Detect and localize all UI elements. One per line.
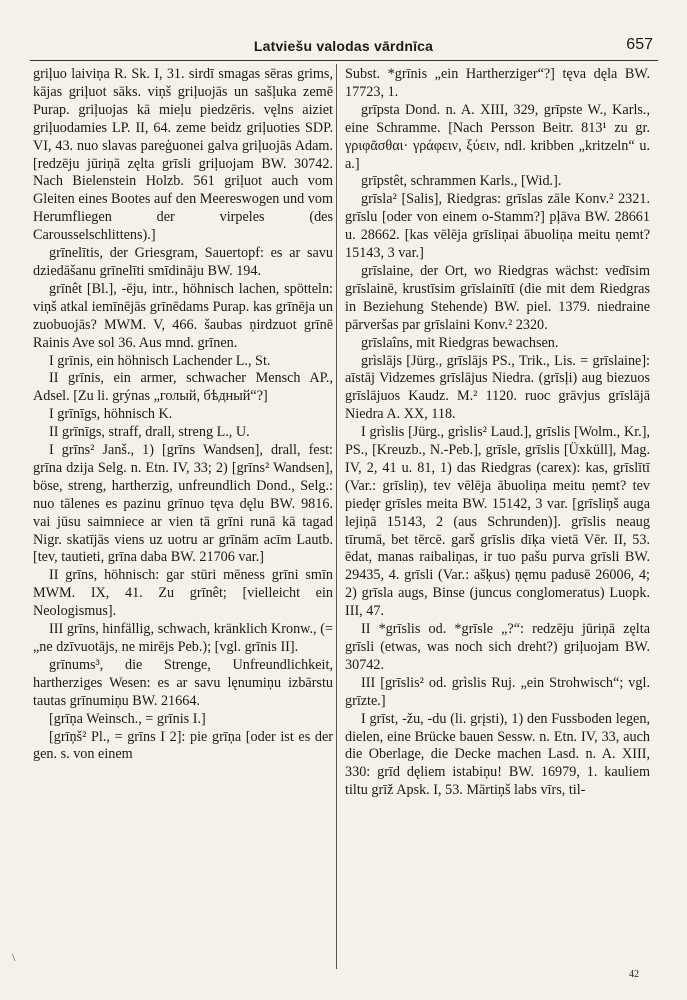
entry-paragraph: I grīnis, ein höhnisch Lachender L., St. [49, 352, 271, 369]
entry-paragraph: grīslaine, der Ort, wo Riedgras wächst: vedīsim grīslainē, krustīsim grīslainītī (die mit dem Riedgras in Beziehung Stehende) BW. piel. 1379. niedraine pārveršas par grīslaini Konv.² 2320. [345, 262, 650, 333]
entry-paragraph: grīsla² [Salis], Riedgras: grīslas zāle Konv.² 2321. grīslu [oder von einem o-Stamm?] pļāva BW. 28661 u. 28662. [kas vēlēja grīsliņai ābuoliņa meitu ņemt? 15143, 3 var.] [345, 191, 650, 262]
signature-number: 42 [629, 969, 639, 980]
entry-paragraph: grīnêt [Bl.], -ēju, intr., höhnisch lachen, spötteln: viņš atkal iemīnējās grīnēdams Purap. kas grīnēja un zuobuojās? MWM. V, 466. šaubas ņirdzuot grīnē Rainis Ave sol 36. Aus mnd. grīnen. [33, 280, 333, 351]
entry-paragraph: II grīns, höhnisch: gar stūri mēness grīni smīn MWM. IX, 41. Zu grīnêt; [vielleicht ein Neologismus]. [33, 567, 333, 620]
entry-paragraph: grīnelītis, der Griesgram, Sauertopf: es ar savu dziedāšanu grīnelīti smīdināju BW. 194. [33, 245, 333, 279]
entry-paragraph: [grīņa Weinsch., = grīnis I.] [49, 710, 206, 727]
page-number: 657 [626, 36, 653, 53]
entry-paragraph: grìslājs [Jürg., grīslājs PS., Trik., Lis. = grīslaine]: aīstāj Vidzemes grīslājus Niedra. (grīsļi) aug biezuos grīslājuos Kaudz. M.² 1120. ruoc grāvjus grīslājā Niedra A. XX, 118. [345, 352, 650, 423]
entry-paragraph: II *grīslis od. *grīsle „?“: redzēju jūriņā zęlta grīsli (etwas, was noch sich dreht?) griļuojam BW. 30742. [345, 621, 650, 673]
entry-paragraph: Subst. *grīnis „ein Hartherziger“?] tęva dęla BW. 17723, 1. [345, 66, 650, 100]
entry-paragraph: grīslaîns, mit Riedgras bewachsen. [361, 334, 559, 351]
entry-paragraph: [grīņš² Pl., = grīns I 2]: pie grīņa [oder ist es der gen. s. von einem [33, 728, 333, 763]
entry-paragraph: II grīnīgs, straff, drall, streng L., U. [49, 424, 250, 441]
page-running-title: Latviešu valodas vārdnīca [253, 38, 434, 54]
entry-paragraph: grīpstêt, schrammen Karls., [Wid.]. [361, 173, 562, 190]
entry-paragraph: I grīns² Janš., 1) [grīns Wandsen], drall, fest: grīna dzija Selg. n. Etn. IV, 33; 2) [grīns² Wandsen], böse, streng, hartherzig, unfreundlich Dond., Selg.: nuo tālenes es pazinu grīnuo tęva dęlu BW. 9816. vai jūsu saimniece ar vien tā grīni runā kā tagad Nigr. skatījās viens uz uotru ar grīnām acīm Lautb. [tev, tautieti, grīna daba BW. 21706 var.] [33, 442, 333, 566]
left-column [33, 66, 333, 764]
entry-paragraph: I grīnīgs, höhnisch K. [49, 406, 173, 423]
right-column [345, 66, 650, 800]
entry-paragraph: grīpsta Dond. n. A. XIII, 329, grīpste W., Karls., eine Schramme. [Nach Persson Beitr. 813¹ zu gr. γριφᾶσθαι· γράφειν, ξύειν, ndl. kribben „kritzeln“ u. a.] [345, 101, 650, 172]
entry-paragraph: griļuo laiviņa R. Sk. I, 31. sirdī smagas sēras grims, kājas griļuot sāks. viņš griļuojās un sašļuka zemē Purap. griļuojas kā mieļu piedzēris. vęlns aiziet griļuodamies LP. II, 64. zeme beidz griļuoties SDP. VI, 43. nuo slavas pareģuonei galva griļuojās Adam. [redzēju jūriņā zęlta grīsli griļuojam BW. 30742. Nach Bielenstein Holzb. 561 griļuot auch vom Gleiten eines Bootes auf den Meereswogen und vom Herumfliegen der virpeles (des Carousselschlittens).] [33, 66, 333, 244]
margin-mark: \ [12, 950, 16, 964]
entry-paragraph: I grīst, -žu, -du (li. grįsti), 1) den Fussboden legen, dielen, eine Brücke bauen Sessw. n. Etn. IV, 33, auch die Oberlage, die Decke machen Lasd. n. A. XIII, 330: grīd dęliem istabiņu! BW. 16979, 1. kauliem tiltu grīž Apsk. I, 53. Mārtiņš labs vīrs, til- [345, 710, 650, 799]
column-divider [336, 64, 337, 969]
entry-paragraph: I grìslis [Jürg., grìslis² Laud.], grīslis [Wolm., Kr.], PS., [Kreuzb., N.-Peb.], grīsle, grīslis [Üxküll], Mag. IV, 2, 41 u. 81, 1) das Riedgras (carex): kas, grīslītī (Var.: grīsliņ), tev vēlēja ābuoliņa meitu ņemt? tev piedęr grīsles meita BW. 15142, 3 var. [grīsliņš auga lejiņā 15143, 2 (aus Schrunden)]. grīslis neaug tīrumā, bet tērcē. garš grīslis dīķa vietā Vēr. II, 53. ēdat, manas raibaliņas, ir tuo pašu purva grīsli BW. 29435, 4. grīsli (Var.: ašķus) ņęmu padusē 26006, 4; 2) grīsla augs, Binse (juncus conglomeratus) Luopk. III, 47. [345, 424, 650, 620]
entry-paragraph: II grīnis, ein armer, schwacher Mensch AP., Adsel. [Zu li. grýnas „голый, бѣдный“?] [33, 370, 333, 405]
entry-paragraph: III grīns, hinfällig, schwach, kränklich Kronw., (= „ne dzīvuotājs, ne mirējs Peb.); [vgl. grīnis II]. [33, 621, 333, 655]
entry-paragraph: III [grīslis² od. grìslis Ruj. „ein Strohwisch“; vgl. grīzte.] [345, 674, 650, 709]
entry-paragraph: grīnums³, die Strenge, Unfreundlichkeit, hartherziges Wesen: es ar savu lęnumiņu izbārstu tautas grīnumiņu BW. 21664. [33, 656, 333, 709]
header-divider [30, 60, 658, 61]
